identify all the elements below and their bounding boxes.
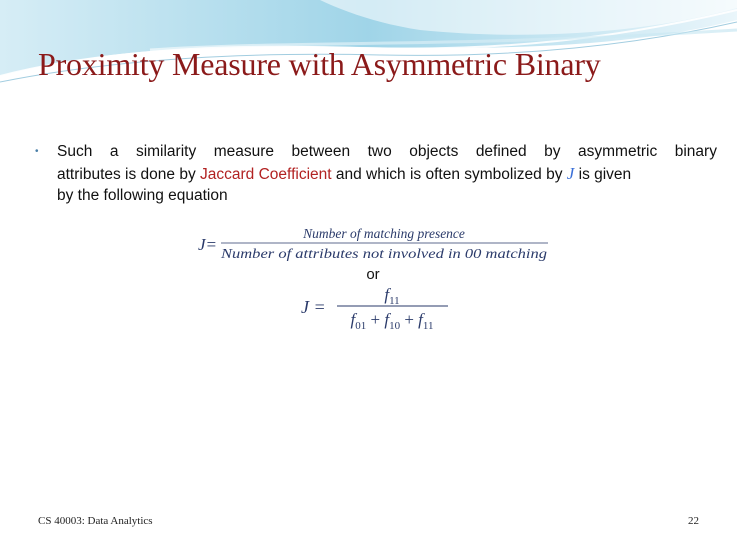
jaccard-coefficient-highlight: Jaccard Coefficient	[200, 165, 332, 183]
bullet-line-3: by the following equation	[57, 187, 228, 204]
slide-title: Proximity Measure with Asymmetric Binary	[38, 46, 601, 82]
text-fragment: attributes is done by	[57, 165, 201, 183]
jaccard-symbol: J	[566, 163, 575, 183]
formula-denominator: Number of attributes not involved in 00 matching	[219, 246, 548, 261]
bullet-word: by	[544, 143, 561, 160]
bullet-word: two	[367, 143, 392, 160]
footer-page-number: 22	[688, 515, 699, 527]
bullet-word: similarity	[135, 143, 197, 160]
formula-or: or	[366, 266, 380, 283]
jaccard-formula	[195, 224, 565, 334]
bullet-word: Such	[57, 143, 93, 160]
footer-course: CS 40003: Data Analytics	[38, 515, 153, 527]
bullet-word: a	[109, 143, 119, 160]
formula-numerator: Number of matching presence	[303, 226, 465, 241]
bullet-word: measure	[213, 143, 275, 160]
formula-lhs: J=	[198, 235, 218, 254]
bullet-word: asymmetric	[578, 143, 658, 160]
text-fragment: and which is often symbolized by	[331, 165, 567, 183]
bullet-word: between	[291, 143, 351, 160]
text-fragment: is given	[574, 165, 632, 183]
bullet-word: binary	[674, 143, 717, 160]
bullet-line-1	[57, 141, 717, 163]
bullet-word: defined	[475, 143, 527, 160]
bullet-line-2	[57, 163, 717, 186]
bullet-word: objects	[409, 143, 459, 160]
formula-denominator-2: $f_{01} + f_{10} + f_{11}$	[350, 310, 434, 332]
bullet-paragraph	[57, 141, 717, 207]
bullet-marker-icon: •	[35, 146, 39, 157]
formula-lhs-2: J =	[301, 297, 326, 317]
formula-numerator-2: $f_{11}$	[384, 285, 400, 307]
